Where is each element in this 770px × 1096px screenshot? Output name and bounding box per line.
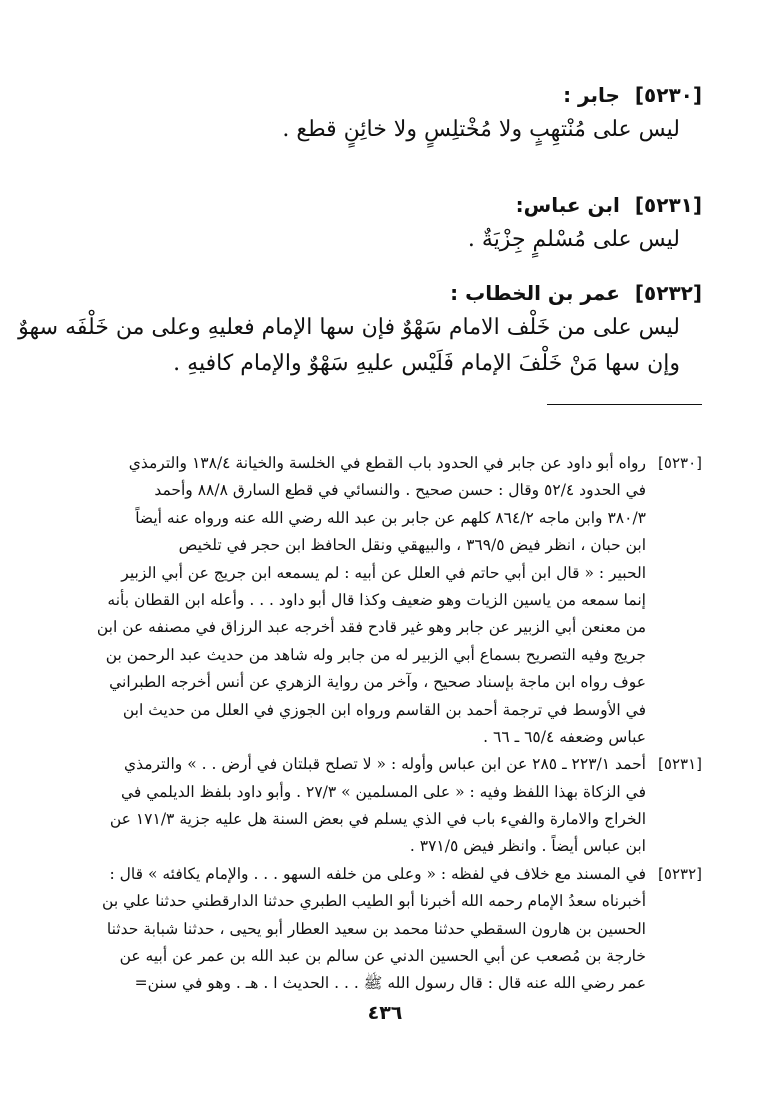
hadith-text-line: ليس على مُسْلمٍ جِزْيَةٌ . (467, 227, 680, 252)
footnote-line: رواه أبو داود عن جابر في الحدود باب القطع في الخلسة والخيانة ١٣٨/٤ والترمذي (128, 454, 646, 472)
footnote-line: ابن عباس أيضاً . وانظر فيض ٣٧١/٥ . (409, 837, 646, 856)
footnote-line: إنما سمعه من ياسين الزيات وهو ضعيف وكذا قال أبو داود . . . وأعله ابن القطان بأنه (107, 590, 646, 609)
entry-narrator: ابن عباس: (515, 193, 620, 217)
footnote-line: عمر رضي الله عنه قال : قال رسول الله ﷺ . . . الحديث ا . هـ . وهو في سنن= (134, 974, 646, 993)
footnote-line: في الأوسط في ترجمة أحمد بن القاسم ورواه ابن الجوزي في العلل من حديث ابن (122, 700, 646, 719)
footnote-line: خارجة بن مُصعب عن أبي الحسين الدني عن سالم بن عبد الله بن عمر عن أبيه عن (119, 947, 646, 966)
footnote-line: أحمد ٢٢٣/١ ـ ٢٨٥ عن ابن عباس وأوله : « لا تصلح قبلتان في أرض . . » والترمذي (123, 755, 646, 774)
footnote-number: [٥٢٣٢] (658, 864, 702, 883)
entry-number: [٥٢٣١] (634, 193, 702, 217)
hadith-entry (62, 188, 702, 276)
entry-heading (62, 188, 702, 222)
footnote-line: في الزكاة بهذا اللفظ وفيه : « على المسلمين » ٢٧/٣ . وأبو داود بلفظ الديلمي في (120, 782, 646, 801)
entry-number: [٥٢٣٠] (634, 83, 702, 107)
page-number: ٤٣٦ (367, 1002, 403, 1024)
main-text (18, 78, 702, 993)
entry-heading (62, 78, 702, 112)
entry-narrator: عمر بن الخطاب : (450, 281, 620, 305)
footnote (62, 751, 702, 861)
footnote-line: عوف رواه ابن ماجة بإسناد صحيح ، وآخر من رواية الزهري عن أنس أخرجه الطبراني (109, 673, 646, 692)
footnote-line: الحبير : « قال ابن أبي حاتم في العلل عن أبيه : لم يسمعه ابن جريج عن أبي الزبير (121, 563, 646, 582)
hadith-entry (18, 276, 702, 386)
footnote-line: من معنعن أبي الزبير عن جابر وهو غير قادح فقد أخرجه عبد الرزاق في مصنفه عن ابن (96, 618, 646, 637)
entry-number: [٥٢٣٢] (634, 281, 702, 305)
hadith-text-line: ليس على من خَلْف الامام سَهْوٌ فإن سها الإمام فعليهِ وعلى من خَلْفَه سهوٌ (18, 315, 680, 340)
footnotes (62, 450, 702, 998)
footnote-line: ابن حبان ، انظر فيض ٣٦٩/٥ ، والبيهقي ونقل الحافظ ابن حجر في تلخيص (178, 536, 646, 555)
footnote-number: [٥٢٣١] (658, 755, 702, 774)
hadith-entry (62, 78, 702, 188)
footnote (62, 450, 702, 751)
entry-heading (62, 276, 702, 310)
footnote-line: ٣٨٠/٣ وابن ماجه ٨٦٤/٢ كلهم عن جابر بن عبد الله رضي الله عنه ورواه عنه أيضاً (135, 508, 646, 527)
footnote-line: الخراج والامارة والفيء باب في الذي يسلم في بعض السنة هل عليه جزية ١٧١/٣ عن (109, 810, 646, 829)
footnote-line: في المسند مع خلاف في لفظه : « وعلى من خلفه السهو . . . والإمام يكافئه » قال : (109, 864, 646, 883)
footnote-line: جريج وفيه التصريح بسماع أبي الزبير له من جابر وله شاهد من حديث عبد الرحمن بن (105, 645, 646, 664)
footnote-number: [٥٢٣٠] (658, 454, 702, 472)
footnote-line: الحسين بن هارون السقطي حدثنا محمد بن سعيد العطار أبو يحيى ، حدثنا شبابة حدثنا (106, 919, 646, 938)
footnote-separator (547, 404, 702, 405)
footnote (62, 861, 702, 998)
footnote-line: في الحدود ٥٢/٤ وقال : حسن صحيح . والنسائي في قطع السارق ٨٨/٨ وأحمد (154, 481, 646, 500)
entry-narrator: جابر : (563, 83, 620, 107)
footnote-line: أخبرناه سعدُ الإمام رحمه الله أخبرنا أبو الطيب الطبري حدثنا الدارقطني حدثنا علي بن (102, 892, 646, 911)
hadith-text-line: وإن سها مَنْ خَلْفَ الإمام فَلَيْس عليهِ سَهْوٌ والإمام كافيهِ . (173, 351, 680, 376)
footnote-line: عباس وضعفه ٦٥/٤ ـ ٦٦ . (483, 727, 646, 746)
hadith-text-line: ليس على مُنْتهِبٍ ولا مُخْتلِسٍ ولا خائِنٍ قطع . (282, 117, 680, 142)
